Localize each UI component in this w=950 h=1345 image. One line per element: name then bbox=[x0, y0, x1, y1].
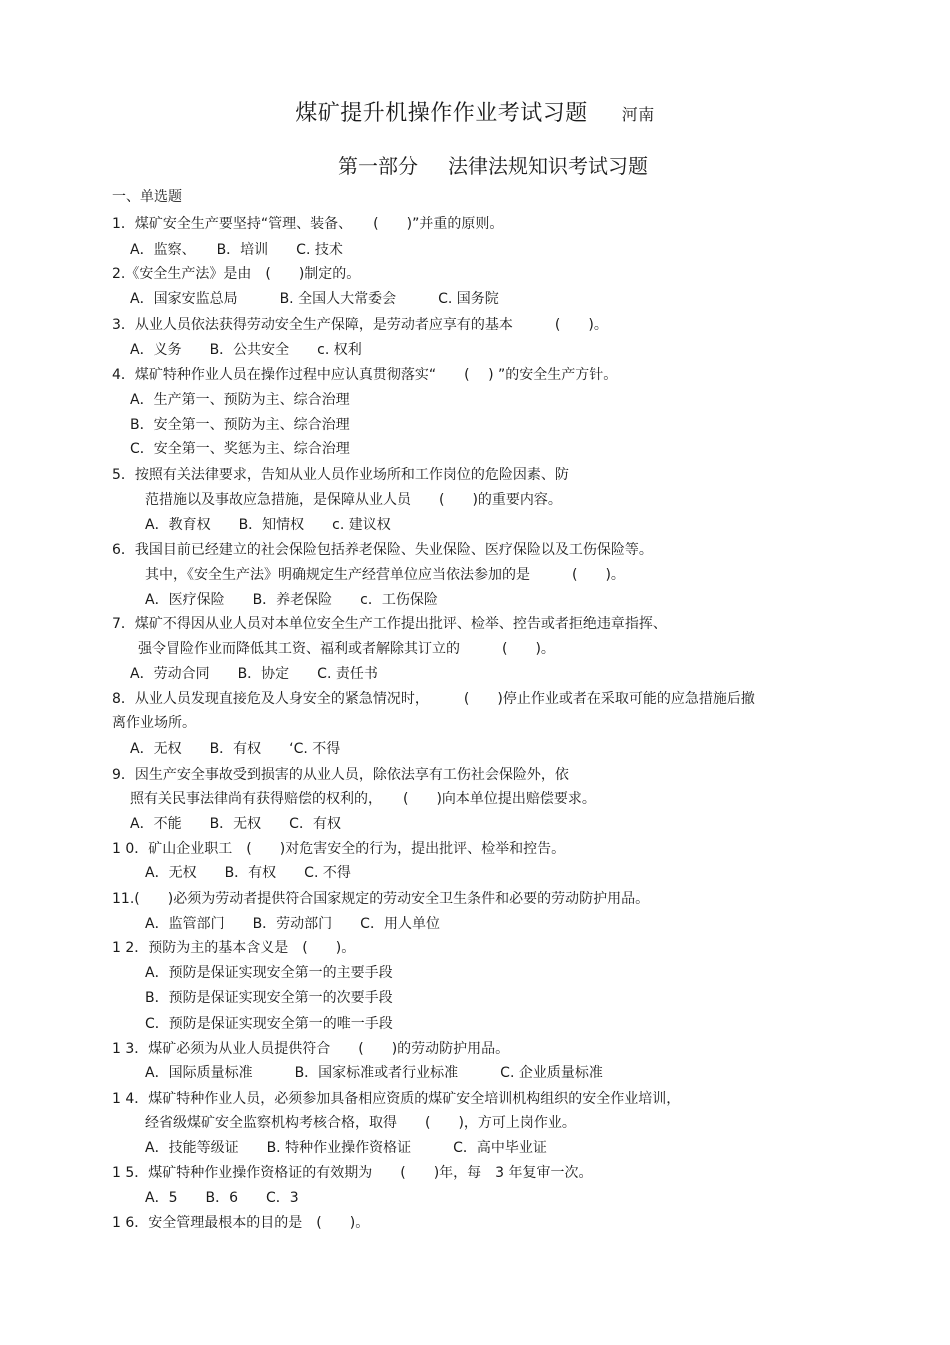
text-line: 范措施以及事故应急措施，是保障从业人员 ( )的重要内容。 bbox=[145, 492, 562, 508]
part-number: 第一部分 bbox=[338, 154, 418, 178]
text-line: 离作业场所。 bbox=[112, 715, 196, 731]
text-line: B．安全第一、预防为主、综合治理 bbox=[130, 417, 350, 433]
text-line: C．预防是保证实现安全第一的唯一手段 bbox=[145, 1016, 393, 1032]
document-title bbox=[0, 96, 950, 127]
text-line: 1．煤矿安全生产要坚持“管理、装备、 ( )”并重的原则。 bbox=[112, 216, 504, 232]
text-line: B．预防是保证实现安全第一的次要手段 bbox=[145, 990, 393, 1006]
text-line: C．安全第一、奖惩为主、综合治理 bbox=[130, 441, 350, 457]
text-line: A．监察、 B．培训 C. 技术 bbox=[130, 242, 343, 258]
text-line: 9．因生产安全事故受到损害的从业人员，除依法享有工伤社会保险外，依 bbox=[112, 767, 569, 783]
text-line: A．无权 B．有权 C. 不得 bbox=[145, 865, 351, 881]
text-line: 6．我国目前已经建立的社会保险包括养老保险、失业保险、医疗保险以及工伤保险等。 bbox=[112, 542, 653, 558]
text-line: A．监管部门 B．劳动部门 C．用人单位 bbox=[145, 916, 440, 932]
text-line: 8．从业人员发现直接危及人身安全的紧急情况时， ( )停止作业或者在采取可能的应急措施后撤 bbox=[112, 691, 755, 707]
text-line: A．5 B．6 C．3 bbox=[145, 1190, 299, 1206]
text-line: 照有关民事法律尚有获得赔偿的权利的， ( )向本单位提出赔偿要求。 bbox=[130, 791, 596, 807]
text-line: A．义务 B．公共安全 c. 权利 bbox=[130, 342, 362, 358]
text-line: 3．从业人员依法获得劳动安全生产保障，是劳动者应享有的基本 ( )。 bbox=[112, 317, 608, 333]
text-line: 1 3．煤矿必须为从业人员提供符合 ( )的劳动防护用品。 bbox=[112, 1041, 510, 1057]
text-line: 1 6．安全管理最根本的目的是 ( )。 bbox=[112, 1215, 370, 1231]
text-line: A．教育权 B．知情权 c. 建议权 bbox=[145, 517, 391, 533]
region-label: 河南 bbox=[621, 105, 655, 124]
text-line: A．不能 B．无权 C．有权 bbox=[130, 816, 341, 832]
text-line: A．医疗保险 B．养老保险 c．工伤保险 bbox=[145, 592, 438, 608]
text-line: 其中，《安全生产法》明确规定生产经营单位应当依法参加的是 ( )。 bbox=[145, 567, 625, 583]
text-line: 经省级煤矿安全监察机构考核合格，取得 ( )，方可上岗作业。 bbox=[145, 1115, 576, 1131]
text-line: 4．煤矿特种作业人员在操作过程中应认真贯彻落实“ ( ) ”的安全生产方针。 bbox=[112, 367, 618, 383]
text-line: A．国际质量标准 B．国家标准或者行业标准 C. 企业质量标准 bbox=[145, 1065, 603, 1081]
text-line: 1 2．预防为主的基本含义是 ( )。 bbox=[112, 940, 356, 956]
text-line: A．国家安监总局 B. 全国人大常委会 C. 国务院 bbox=[130, 291, 499, 307]
text-line: 11.( )必须为劳动者提供符合国家规定的劳动安全卫生条件和必要的劳动防护用品。 bbox=[112, 891, 650, 907]
text-line: 一、单选题 bbox=[112, 189, 182, 205]
text-line: 1 0．矿山企业职工 ( )对危害安全的行为，提出批评、检举和控告。 bbox=[112, 841, 566, 857]
text-line: 5．按照有关法律要求，告知从业人员作业场所和工作岗位的危险因素、防 bbox=[112, 467, 569, 483]
text-line: A．无权 B．有权 ‘C. 不得 bbox=[130, 741, 341, 757]
part-heading bbox=[0, 150, 950, 179]
text-line: A．技能等级证 B. 特种作业操作资格证 C．高中毕业证 bbox=[145, 1140, 547, 1156]
title-text: 煤矿提升机操作作业考试习题 bbox=[295, 101, 588, 126]
text-line: A．劳动合同 B．协定 C. 责任书 bbox=[130, 666, 378, 682]
text-line: 1 4．煤矿特种作业人员，必须参加具备相应资质的煤矿安全培训机构组织的安全作业培训， bbox=[112, 1091, 681, 1107]
part-title: 法律法规知识考试习题 bbox=[448, 154, 648, 178]
text-line: A．预防是保证实现安全第一的主要手段 bbox=[145, 965, 393, 981]
text-line: A．生产第一、预防为主、综合治理 bbox=[130, 392, 350, 408]
text-line: 2.《安全生产法》是由 ( )制定的。 bbox=[112, 266, 361, 282]
text-line: 强令冒险作业而降低其工资、福利或者解除其订立的 ( )。 bbox=[138, 641, 555, 657]
text-line: 1 5．煤矿特种作业操作资格证的有效期为 ( )年，每 3 年复审一次。 bbox=[112, 1165, 593, 1181]
text-line: 7．煤矿不得因从业人员对本单位安全生产工作提出批评、检举、控告或者拒绝违章指挥、 bbox=[112, 616, 667, 632]
